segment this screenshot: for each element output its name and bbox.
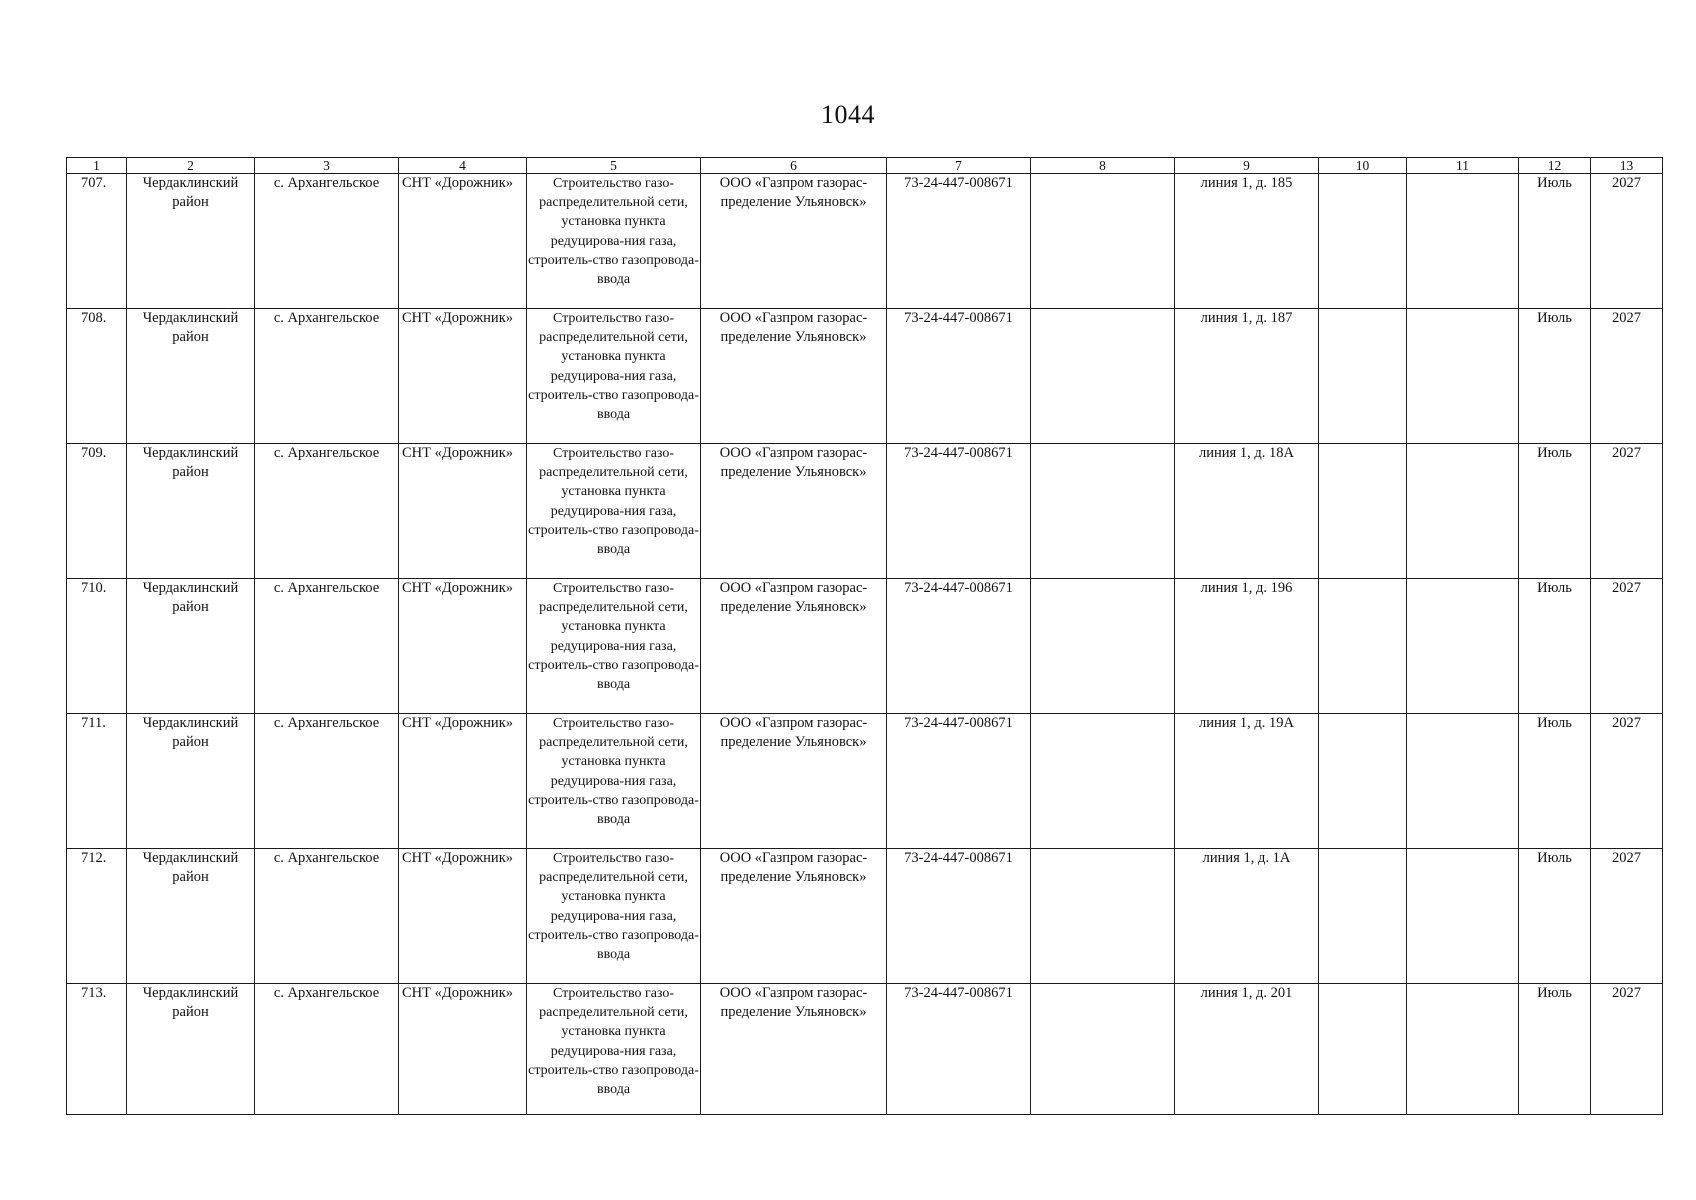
code-cell: 73-24-447-008671 xyxy=(887,579,1031,714)
column-10-cell xyxy=(1319,444,1407,579)
year-cell: 2027 xyxy=(1591,714,1663,849)
address-cell: линия 1, д. 201 xyxy=(1175,984,1319,1115)
settlement-cell: с. Архангельское xyxy=(255,579,399,714)
organization-cell: ООО «Газпром газорас-пределение Ульяновск» xyxy=(701,579,887,714)
column-8-cell xyxy=(1031,444,1175,579)
header-cell-1: 1 xyxy=(67,158,127,174)
settlement-cell: с. Архангельское xyxy=(255,849,399,984)
row-number: 708. xyxy=(67,309,127,444)
page-number: 1044 xyxy=(821,100,875,129)
column-11-cell xyxy=(1407,714,1519,849)
row-number: 709. xyxy=(67,444,127,579)
table-row xyxy=(67,849,1663,984)
column-10-cell xyxy=(1319,579,1407,714)
district-cell: Чердаклинский район xyxy=(127,174,255,309)
district-cell: Чердаклинский район xyxy=(127,579,255,714)
month-cell: Июль xyxy=(1519,714,1591,849)
organization-cell: ООО «Газпром газорас-пределение Ульяновск» xyxy=(701,174,887,309)
table-row xyxy=(67,984,1663,1115)
column-10-cell xyxy=(1319,714,1407,849)
work-description-cell: Строительство газо-распределительной сети, установка пункта редуцирова-ния газа, строитель-ство газопровода-ввода xyxy=(527,174,701,309)
organization-cell: ООО «Газпром газорас-пределение Ульяновск» xyxy=(701,309,887,444)
header-cell-5: 5 xyxy=(527,158,701,174)
district-cell: Чердаклинский район xyxy=(127,849,255,984)
row-number: 711. xyxy=(67,714,127,849)
row-number: 712. xyxy=(67,849,127,984)
column-11-cell xyxy=(1407,444,1519,579)
address-cell: линия 1, д. 18А xyxy=(1175,444,1319,579)
address-cell: линия 1, д. 187 xyxy=(1175,309,1319,444)
settlement-cell: с. Архангельское xyxy=(255,714,399,849)
month-cell: Июль xyxy=(1519,984,1591,1115)
column-10-cell xyxy=(1319,174,1407,309)
settlement-cell: с. Архангельское xyxy=(255,444,399,579)
row-number: 707. xyxy=(67,174,127,309)
column-8-cell xyxy=(1031,849,1175,984)
header-cell-9: 9 xyxy=(1175,158,1319,174)
header-row xyxy=(67,158,1663,174)
header-cell-4: 4 xyxy=(399,158,527,174)
code-cell: 73-24-447-008671 xyxy=(887,714,1031,849)
address-cell: линия 1, д. 185 xyxy=(1175,174,1319,309)
header-cell-13: 13 xyxy=(1591,158,1663,174)
object-cell: СНТ «Дорожник» xyxy=(399,984,527,1115)
code-cell: 73-24-447-008671 xyxy=(887,984,1031,1115)
code-cell: 73-24-447-008671 xyxy=(887,174,1031,309)
object-cell: СНТ «Дорожник» xyxy=(399,849,527,984)
column-10-cell xyxy=(1319,309,1407,444)
settlement-cell: с. Архангельское xyxy=(255,174,399,309)
year-cell: 2027 xyxy=(1591,984,1663,1115)
table-header xyxy=(67,158,1663,174)
header-cell-8: 8 xyxy=(1031,158,1175,174)
work-description-cell: Строительство газо-распределительной сети, установка пункта редуцирова-ния газа, строитель-ство газопровода-ввода xyxy=(527,849,701,984)
header-cell-6: 6 xyxy=(701,158,887,174)
district-cell: Чердаклинский район xyxy=(127,309,255,444)
month-cell: Июль xyxy=(1519,174,1591,309)
year-cell: 2027 xyxy=(1591,309,1663,444)
organization-cell: ООО «Газпром газорас-пределение Ульяновск» xyxy=(701,849,887,984)
month-cell: Июль xyxy=(1519,444,1591,579)
column-11-cell xyxy=(1407,309,1519,444)
address-cell: линия 1, д. 1А xyxy=(1175,849,1319,984)
table-row xyxy=(67,174,1663,309)
object-cell: СНТ «Дорожник» xyxy=(399,714,527,849)
month-cell: Июль xyxy=(1519,309,1591,444)
header-cell-12: 12 xyxy=(1519,158,1591,174)
work-description-cell: Строительство газо-распределительной сети, установка пункта редуцирова-ния газа, строитель-ство газопровода-ввода xyxy=(527,579,701,714)
object-cell: СНТ «Дорожник» xyxy=(399,579,527,714)
code-cell: 73-24-447-008671 xyxy=(887,444,1031,579)
table-row xyxy=(67,444,1663,579)
object-cell: СНТ «Дорожник» xyxy=(399,444,527,579)
header-cell-3: 3 xyxy=(255,158,399,174)
column-11-cell xyxy=(1407,984,1519,1115)
district-cell: Чердаклинский район xyxy=(127,714,255,849)
district-cell: Чердаклинский район xyxy=(127,444,255,579)
settlement-cell: с. Архангельское xyxy=(255,309,399,444)
registry-table xyxy=(66,157,1663,1115)
work-description-cell: Строительство газо-распределительной сети, установка пункта редуцирова-ния газа, строитель-ство газопровода-ввода xyxy=(527,309,701,444)
table-body xyxy=(67,174,1663,1115)
organization-cell: ООО «Газпром газорас-пределение Ульяновск» xyxy=(701,984,887,1115)
column-8-cell xyxy=(1031,174,1175,309)
work-description-cell: Строительство газо-распределительной сети, установка пункта редуцирова-ния газа, строитель-ство газопровода-ввода xyxy=(527,444,701,579)
code-cell: 73-24-447-008671 xyxy=(887,849,1031,984)
table-row xyxy=(67,579,1663,714)
address-cell: линия 1, д. 196 xyxy=(1175,579,1319,714)
code-cell: 73-24-447-008671 xyxy=(887,309,1031,444)
work-description-cell: Строительство газо-распределительной сети, установка пункта редуцирова-ния газа, строитель-ство газопровода-ввода xyxy=(527,714,701,849)
object-cell: СНТ «Дорожник» xyxy=(399,309,527,444)
column-10-cell xyxy=(1319,984,1407,1115)
address-cell: линия 1, д. 19А xyxy=(1175,714,1319,849)
column-8-cell xyxy=(1031,579,1175,714)
column-8-cell xyxy=(1031,309,1175,444)
column-8-cell xyxy=(1031,714,1175,849)
column-8-cell xyxy=(1031,984,1175,1115)
year-cell: 2027 xyxy=(1591,444,1663,579)
settlement-cell: с. Архангельское xyxy=(255,984,399,1115)
year-cell: 2027 xyxy=(1591,174,1663,309)
row-number: 710. xyxy=(67,579,127,714)
header-cell-10: 10 xyxy=(1319,158,1407,174)
object-cell: СНТ «Дорожник» xyxy=(399,174,527,309)
organization-cell: ООО «Газпром газорас-пределение Ульяновск» xyxy=(701,714,887,849)
month-cell: Июль xyxy=(1519,579,1591,714)
column-11-cell xyxy=(1407,579,1519,714)
district-cell: Чердаклинский район xyxy=(127,984,255,1115)
header-cell-7: 7 xyxy=(887,158,1031,174)
table-row xyxy=(67,309,1663,444)
table-row xyxy=(67,714,1663,849)
organization-cell: ООО «Газпром газорас-пределение Ульяновск» xyxy=(701,444,887,579)
work-description-cell: Строительство газо-распределительной сети, установка пункта редуцирова-ния газа, строитель-ство газопровода-ввода xyxy=(527,984,701,1115)
header-cell-11: 11 xyxy=(1407,158,1519,174)
row-number: 713. xyxy=(67,984,127,1115)
month-cell: Июль xyxy=(1519,849,1591,984)
column-11-cell xyxy=(1407,174,1519,309)
header-cell-2: 2 xyxy=(127,158,255,174)
column-11-cell xyxy=(1407,849,1519,984)
column-10-cell xyxy=(1319,849,1407,984)
year-cell: 2027 xyxy=(1591,579,1663,714)
year-cell: 2027 xyxy=(1591,849,1663,984)
